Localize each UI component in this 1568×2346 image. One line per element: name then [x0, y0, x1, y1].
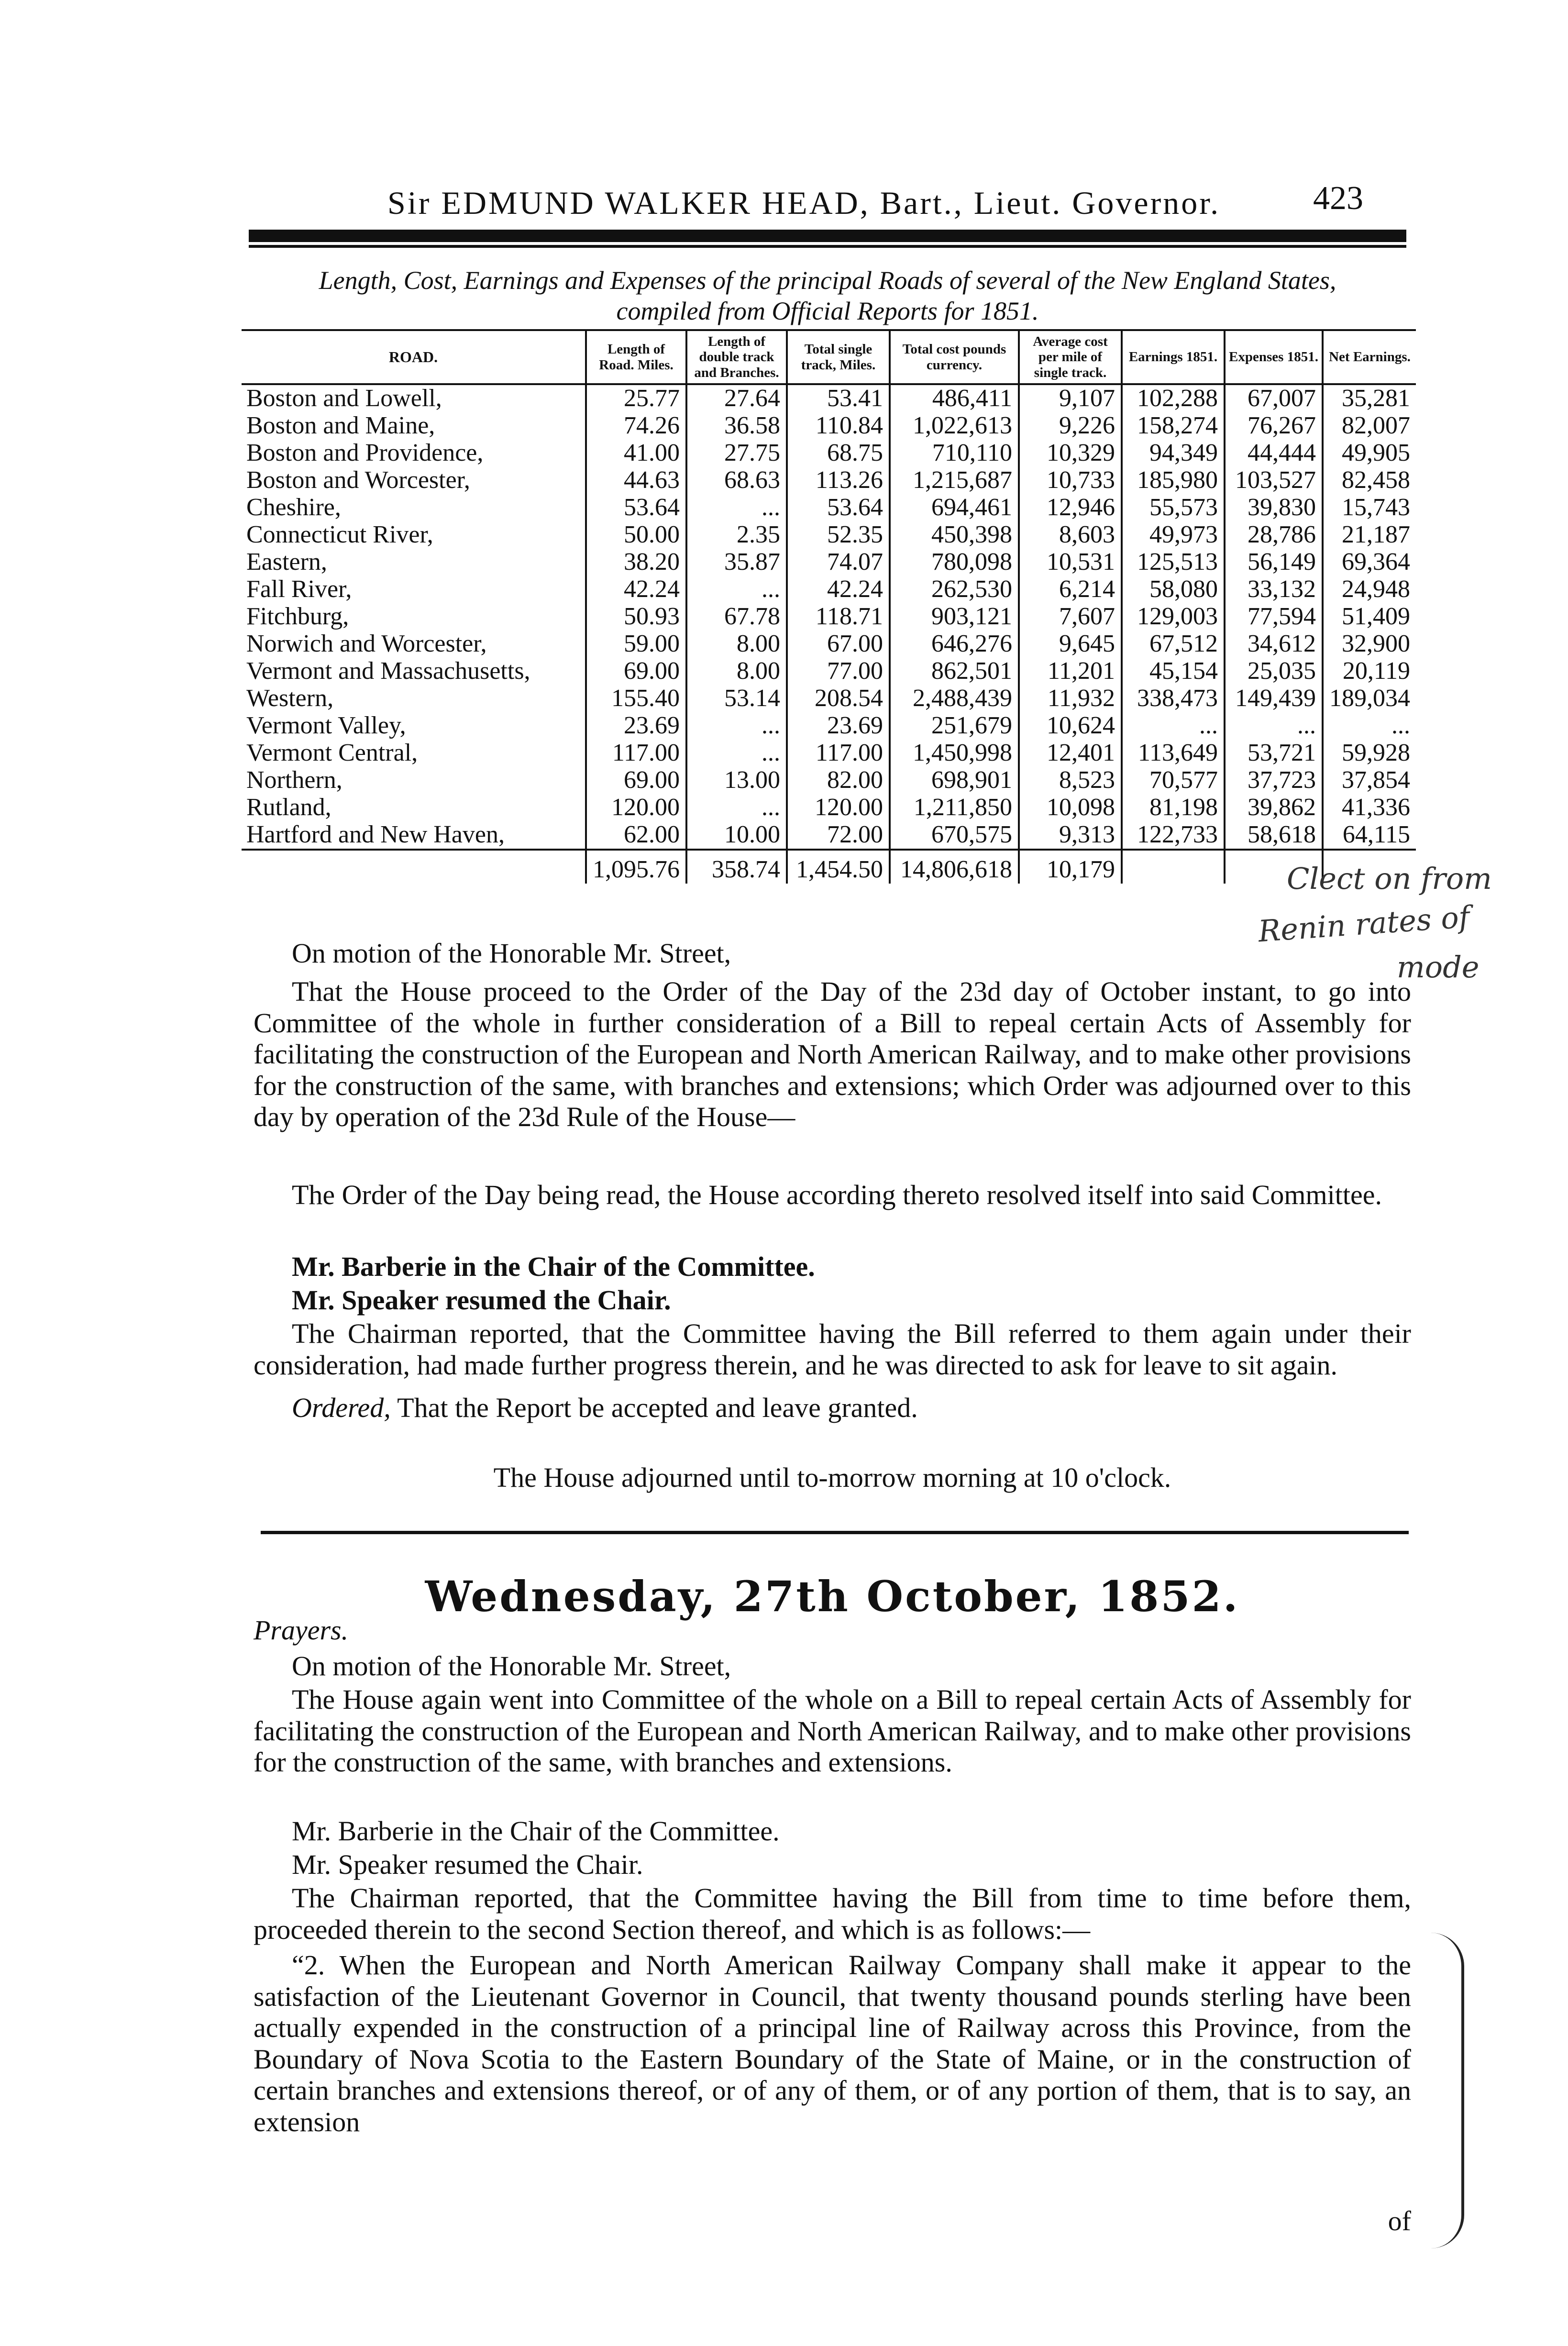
table-cell: 110.84	[787, 412, 890, 440]
column-header: Average cost per mile of single track.	[1019, 330, 1122, 384]
total-cell	[242, 850, 586, 884]
table-cell: 49,973	[1122, 521, 1225, 549]
table-cell: 64,115	[1323, 821, 1416, 850]
table-cell: 50.00	[586, 521, 686, 549]
table-cell: 82.00	[787, 767, 890, 794]
table-cell: 670,575	[890, 821, 1019, 850]
table-cell: 39,862	[1225, 794, 1323, 821]
table-cell: 38.20	[586, 549, 686, 576]
header-rule-thick	[249, 230, 1406, 242]
table-cell: 694,461	[890, 494, 1019, 521]
table-cell: 8.00	[686, 658, 787, 685]
table-cell: 125,513	[1122, 549, 1225, 576]
table-cell: 1,211,850	[890, 794, 1019, 821]
table-cell: 158,274	[1122, 412, 1225, 440]
table-cell: 44,444	[1225, 440, 1323, 467]
table-cell: ...	[1225, 712, 1323, 740]
table-row	[242, 494, 1416, 521]
table-cell: 77,594	[1225, 603, 1323, 631]
table-cell: 11,201	[1019, 658, 1122, 685]
table-cell: 120.00	[787, 794, 890, 821]
table-cell: 8,523	[1019, 767, 1122, 794]
table-cell: 53.41	[787, 384, 890, 412]
table-row	[242, 712, 1416, 740]
table-cell: 74.26	[586, 412, 686, 440]
table-cell: 53.64	[787, 494, 890, 521]
road-name-cell: Cheshire,	[246, 494, 341, 521]
table-cell: 53.64	[586, 494, 686, 521]
table-cell: 102,288	[1122, 384, 1225, 412]
table-cell: 28,786	[1225, 521, 1323, 549]
table-cell: 262,530	[890, 576, 1019, 603]
table-row	[242, 767, 1416, 794]
table-cell: 37,854	[1323, 767, 1416, 794]
column-header: Earnings 1851.	[1122, 330, 1225, 384]
table-cell: 12,946	[1019, 494, 1122, 521]
table-cell: ...	[686, 576, 787, 603]
table-cell: 69.00	[586, 767, 686, 794]
ordered-label: Ordered,	[292, 1392, 391, 1423]
table-cell: 35,281	[1323, 384, 1416, 412]
table-cell: 27.64	[686, 384, 787, 412]
table-cell: 81,198	[1122, 794, 1225, 821]
road-name-cell: Boston and Worcester,	[246, 466, 470, 494]
table-cell: 53,721	[1225, 740, 1323, 767]
total-cell: 14,806,618	[890, 850, 1019, 884]
table-cell: 129,003	[1122, 603, 1225, 631]
table-cell: 149,439	[1225, 685, 1323, 712]
table-cell: 7,607	[1019, 603, 1122, 631]
table-cell: 67.00	[787, 631, 890, 658]
table-cell: 15,743	[1323, 494, 1416, 521]
handwritten-margin-note: mode	[1397, 950, 1480, 985]
totals-row	[242, 850, 1416, 884]
table-cell: 11,932	[1019, 685, 1122, 712]
table-cell: 82,458	[1323, 467, 1416, 494]
table-cell: 23.69	[586, 712, 686, 740]
table-cell: 450,398	[890, 521, 1019, 549]
road-name-cell: Rutland,	[246, 794, 331, 821]
table-row	[242, 794, 1416, 821]
table-cell: 77.00	[787, 658, 890, 685]
road-name-cell: Vermont Central,	[246, 739, 418, 767]
motion-paragraph: On motion of the Honorable Mr. Street,	[292, 938, 731, 969]
table-cell: 42.24	[787, 576, 890, 603]
column-header: ROAD.	[242, 330, 586, 384]
table-cell: 72.00	[787, 821, 890, 850]
table-cell: 185,980	[1122, 467, 1225, 494]
table-cell: 6,214	[1019, 576, 1122, 603]
table-row	[242, 440, 1416, 467]
table-cell: 51,409	[1323, 603, 1416, 631]
table-cell: 41.00	[586, 440, 686, 467]
road-name-cell: Boston and Maine,	[246, 412, 435, 440]
table-cell: 69.00	[586, 658, 686, 685]
table-cell: 27.75	[686, 440, 787, 467]
table-row	[242, 412, 1416, 440]
table-cell: 208.54	[787, 685, 890, 712]
table-cell: 646,276	[890, 631, 1019, 658]
chair-paragraph: Mr. Barberie in the Chair of the Committee.	[292, 1815, 780, 1847]
running-header: Sir EDMUND WALKER HEAD, Bart., Lieut. Governor.	[387, 185, 1221, 221]
table-row	[242, 576, 1416, 603]
table-cell: 67,512	[1122, 631, 1225, 658]
table-cell: 862,501	[890, 658, 1019, 685]
table-caption-line-1: Length, Cost, Earnings and Expenses of the principal Roads of several of the New England States,	[319, 266, 1336, 295]
road-name-cell: Western,	[246, 685, 334, 712]
table-cell: 56,149	[1225, 549, 1323, 576]
table-header-row	[242, 330, 1416, 384]
table-cell: 62.00	[586, 821, 686, 850]
table-cell: 10,624	[1019, 712, 1122, 740]
table-cell: 117.00	[787, 740, 890, 767]
table-cell: 780,098	[890, 549, 1019, 576]
table-cell: 42.24	[586, 576, 686, 603]
road-name-cell: Fitchburg,	[246, 603, 349, 631]
table-cell: 12,401	[1019, 740, 1122, 767]
table-cell: 55,573	[1122, 494, 1225, 521]
total-cell: 10,179	[1019, 850, 1122, 884]
table-cell: 25.77	[586, 384, 686, 412]
table-cell: 155.40	[586, 685, 686, 712]
table-cell: 117.00	[586, 740, 686, 767]
total-cell: 1,095.76	[586, 850, 686, 884]
header-rule-thin	[249, 245, 1406, 248]
table-cell: 251,679	[890, 712, 1019, 740]
table-row	[242, 740, 1416, 767]
table-row	[242, 631, 1416, 658]
road-name-cell: Boston and Providence,	[246, 439, 484, 467]
table-row	[242, 685, 1416, 712]
road-name-cell: Northern,	[246, 766, 342, 794]
table-cell: 10,733	[1019, 467, 1122, 494]
page-number: 423	[1313, 180, 1363, 217]
column-header: Length of double track and Branches.	[686, 330, 787, 384]
table-row	[242, 821, 1416, 850]
table-cell: 1,450,998	[890, 740, 1019, 767]
table-cell: 58,618	[1225, 821, 1323, 850]
table-cell: 44.63	[586, 467, 686, 494]
table-cell: 50.93	[586, 603, 686, 631]
column-header: Total cost pounds currency.	[890, 330, 1019, 384]
table-cell: 2,488,439	[890, 685, 1019, 712]
prayers-line: Prayers.	[254, 1615, 349, 1646]
table-cell: ...	[686, 494, 787, 521]
table-cell: 68.63	[686, 467, 787, 494]
table-cell: 32,900	[1323, 631, 1416, 658]
table-cell: 25,035	[1225, 658, 1323, 685]
handwritten-bracket	[1428, 1933, 1464, 2248]
road-name-cell: Fall River,	[246, 575, 352, 603]
table-cell: 113,649	[1122, 740, 1225, 767]
table-cell: 37,723	[1225, 767, 1323, 794]
speaker-paragraph: Mr. Speaker resumed the Chair.	[292, 1284, 671, 1316]
section-divider	[261, 1531, 1409, 1534]
table-cell: 23.69	[787, 712, 890, 740]
table-cell: 8,603	[1019, 521, 1122, 549]
table-cell: 10.00	[686, 821, 787, 850]
table-cell: 698,901	[890, 767, 1019, 794]
table-cell: 10,098	[1019, 794, 1122, 821]
table-cell: 35.87	[686, 549, 787, 576]
total-cell	[1122, 850, 1225, 884]
table-cell: 45,154	[1122, 658, 1225, 685]
section-two-quote: “2. When the European and North American Railway Company shall make it appear to the satisfaction of the Lieutenant Governor in Council, that twenty thousand pounds sterling have been actually expended in the construction of a principal line of Railway across this Province, from the Boundary of Nova Scotia to the Eastern Boundary of the State of Maine, or in the construction of certain branches and extensions thereof, or of any of them, or of any portion of them, that is to say, an extension	[254, 1949, 1411, 2137]
table-row	[242, 384, 1416, 412]
road-name-cell: Hartford and New Haven,	[246, 821, 505, 849]
date-heading: Wednesday, 27th October, 1852.	[425, 1571, 1240, 1621]
railroad-statistics-table	[242, 329, 1416, 884]
table-cell: 10,531	[1019, 549, 1122, 576]
catchword: of	[1388, 2205, 1411, 2236]
table-cell: 1,022,613	[890, 412, 1019, 440]
road-name-cell: Vermont Valley,	[246, 712, 406, 740]
table-cell: 9,313	[1019, 821, 1122, 850]
motion-paragraph: On motion of the Honorable Mr. Street,	[292, 1650, 731, 1682]
table-cell: 120.00	[586, 794, 686, 821]
table-cell: 49,905	[1323, 440, 1416, 467]
order-paragraph: That the House proceed to the Order of the Day of the 23d day of October instant, to go into Committee of the whole in further consideration of a Bill to repeal certain Acts of Assembly for facilitating the construction of the European and North American Railway, and to make other provisions for the construction of the same, with branches and extensions; which Order was adjourned over to this day by operation of the 23d Rule of the House—	[254, 976, 1411, 1133]
table-cell: 82,007	[1323, 412, 1416, 440]
total-cell: 1,454.50	[787, 850, 890, 884]
table-cell: 338,473	[1122, 685, 1225, 712]
handwritten-margin-note: Clect on from	[1287, 861, 1492, 896]
table-cell: ...	[686, 740, 787, 767]
table-cell: 8.00	[686, 631, 787, 658]
table-cell: 70,577	[1122, 767, 1225, 794]
table-cell: 53.14	[686, 685, 787, 712]
table-cell: 13.00	[686, 767, 787, 794]
table-cell: 2.35	[686, 521, 787, 549]
table-row	[242, 467, 1416, 494]
table-cell: 10,329	[1019, 440, 1122, 467]
table-cell: 710,110	[890, 440, 1019, 467]
table-cell: 103,527	[1225, 467, 1323, 494]
table-cell: 58,080	[1122, 576, 1225, 603]
table-cell: 33,132	[1225, 576, 1323, 603]
table-body	[242, 384, 1416, 884]
column-header: Length of Road. Miles.	[586, 330, 686, 384]
table-cell: 9,645	[1019, 631, 1122, 658]
table-row	[242, 603, 1416, 631]
committee-paragraph: The Order of the Day being read, the House according thereto resolved itself into said Committee.	[292, 1179, 1382, 1210]
report-paragraph: The Chairman reported, that the Committee having the Bill referred to them again under their consideration, had made further progress therein, and he was directed to ask for leave to sit again.	[254, 1318, 1411, 1381]
adjournment-line: The House adjourned until to-morrow morning at 10 o'clock.	[493, 1462, 1171, 1493]
committee-paragraph: The House again went into Committee of the whole on a Bill to repeal certain Acts of Assembly for facilitating the construction of the European and North American Railway, and to make other provisions for the construction of the same, with branches and extensions.	[254, 1684, 1411, 1778]
table-cell: 9,107	[1019, 384, 1122, 412]
total-cell: 358.74	[686, 850, 787, 884]
table-cell: 122,733	[1122, 821, 1225, 850]
table-cell: 24,948	[1323, 576, 1416, 603]
handwritten-margin-note: Renin rates of	[1257, 899, 1471, 949]
table-row	[242, 658, 1416, 685]
table-caption-line-2: compiled from Official Reports for 1851.	[616, 296, 1039, 325]
table-cell: 9,226	[1019, 412, 1122, 440]
table-cell: 67.78	[686, 603, 787, 631]
table-cell: 69,364	[1323, 549, 1416, 576]
column-header: Net Earnings.	[1323, 330, 1416, 384]
road-name-cell: Eastern,	[246, 548, 327, 576]
chair-paragraph: Mr. Barberie in the Chair of the Committee.	[292, 1251, 815, 1282]
road-name-cell: Norwich and Worcester,	[246, 630, 487, 658]
table-cell: 486,411	[890, 384, 1019, 412]
road-name-cell: Connecticut River,	[246, 521, 433, 549]
table-cell: 21,187	[1323, 521, 1416, 549]
table-cell: 1,215,687	[890, 467, 1019, 494]
column-header: Total single track, Miles.	[787, 330, 890, 384]
table-cell: ...	[1122, 712, 1225, 740]
table-cell: 20,119	[1323, 658, 1416, 685]
table-cell: 68.75	[787, 440, 890, 467]
table-cell: 52.35	[787, 521, 890, 549]
report-paragraph: The Chairman reported, that the Committee having the Bill from time to time before them, proceeded therein to the second Section thereof, and which is as follows:—	[254, 1882, 1411, 1945]
table-cell: 113.26	[787, 467, 890, 494]
ordered-paragraph	[254, 1392, 1411, 1424]
road-name-cell: Vermont and Massachusetts,	[246, 657, 530, 685]
table-cell: 118.71	[787, 603, 890, 631]
table-cell: 39,830	[1225, 494, 1323, 521]
road-name-cell: Boston and Lowell,	[246, 385, 442, 412]
table-cell: 41,336	[1323, 794, 1416, 821]
table-cell: ...	[686, 794, 787, 821]
table-cell: 34,612	[1225, 631, 1323, 658]
table-cell: 59.00	[586, 631, 686, 658]
speaker-paragraph: Mr. Speaker resumed the Chair.	[292, 1849, 643, 1880]
table-cell: 76,267	[1225, 412, 1323, 440]
table-cell: 94,349	[1122, 440, 1225, 467]
ordered-text: That the Report be accepted and leave granted.	[390, 1392, 918, 1423]
table-cell: 67,007	[1225, 384, 1323, 412]
table-cell: 903,121	[890, 603, 1019, 631]
table-row	[242, 549, 1416, 576]
table-cell: 189,034	[1323, 685, 1416, 712]
table-caption	[239, 266, 1416, 326]
table-cell: ...	[1323, 712, 1416, 740]
table-cell: 74.07	[787, 549, 890, 576]
table-row	[242, 521, 1416, 549]
table-cell: 59,928	[1323, 740, 1416, 767]
column-header: Expenses 1851.	[1225, 330, 1323, 384]
table-cell: ...	[686, 712, 787, 740]
table-cell: 36.58	[686, 412, 787, 440]
